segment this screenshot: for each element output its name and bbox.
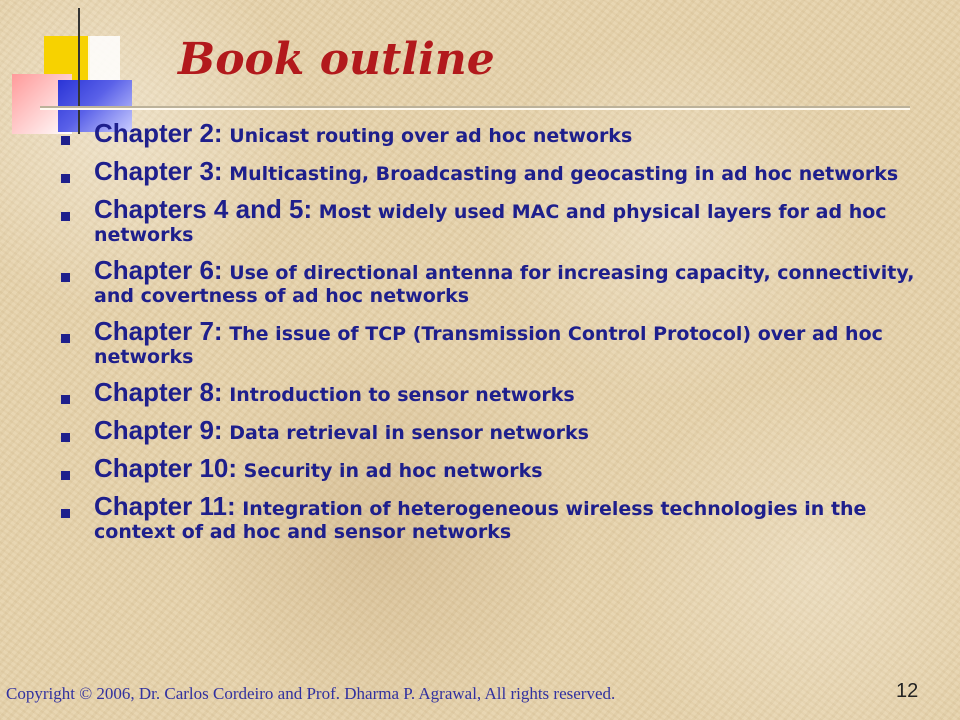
chapter-label: Chapter 7: <box>94 316 223 346</box>
bullet-icon <box>61 395 70 404</box>
chapter-description: The issue of TCP (Transmission Control Protocol) over ad hoc networks <box>94 323 883 368</box>
bullet-icon <box>61 509 70 518</box>
slide-title: Book outline <box>178 34 495 85</box>
chapter-label: Chapter 3: <box>94 156 223 186</box>
chapter-description: Use of directional antenna for increasing capacity, connectivity, and covertness of ad hoc networks <box>94 262 915 307</box>
chapter-description: Multicasting, Broadcasting and geocasting in ad hoc networks <box>222 163 899 185</box>
chapter-description: Security in ad hoc networks <box>237 460 543 482</box>
bullet-icon <box>61 174 70 183</box>
white-square-decoration <box>88 36 120 82</box>
chapter-label: Chapter 2: <box>94 118 223 148</box>
chapter-description: Unicast routing over ad hoc networks <box>222 125 633 147</box>
chapter-label: Chapter 9: <box>94 415 223 445</box>
chapter-label: Chapter 8: <box>94 377 223 407</box>
bullet-icon <box>61 471 70 480</box>
chapter-label: Chapters 4 and 5: <box>94 194 313 224</box>
list-item <box>58 118 938 148</box>
list-item <box>58 316 938 369</box>
list-item <box>58 415 938 445</box>
chapter-description: Most widely used MAC and physical layers for ad hoc networks <box>94 201 887 246</box>
bullet-icon <box>61 334 70 343</box>
title-underline-highlight <box>40 108 910 110</box>
copyright-footer: Copyright © 2006, Dr. Carlos Cordeiro and Prof. Dharma P. Agrawal, All rights reserved. <box>6 684 616 703</box>
list-item <box>58 156 938 186</box>
list-item <box>58 453 938 483</box>
chapter-label: Chapter 6: <box>94 255 223 285</box>
list-item <box>58 194 938 247</box>
chapter-description: Data retrieval in sensor networks <box>222 422 589 444</box>
chapter-description: Introduction to sensor networks <box>222 384 575 406</box>
bullet-icon <box>61 433 70 442</box>
bullet-icon <box>61 273 70 282</box>
bullet-icon <box>61 136 70 145</box>
page-number: 12 <box>896 680 919 702</box>
bullet-icon <box>61 212 70 221</box>
chapter-label: Chapter 10: <box>94 453 238 483</box>
list-item <box>58 377 938 407</box>
chapter-label: Chapter 11: <box>94 491 236 521</box>
chapter-description: Integration of heterogeneous wireless technologies in the context of ad hoc and sensor networks <box>94 498 867 543</box>
list-item <box>58 255 938 308</box>
vertical-rule-decoration <box>78 8 80 134</box>
chapter-outline-list <box>58 118 938 544</box>
list-item <box>58 491 938 544</box>
